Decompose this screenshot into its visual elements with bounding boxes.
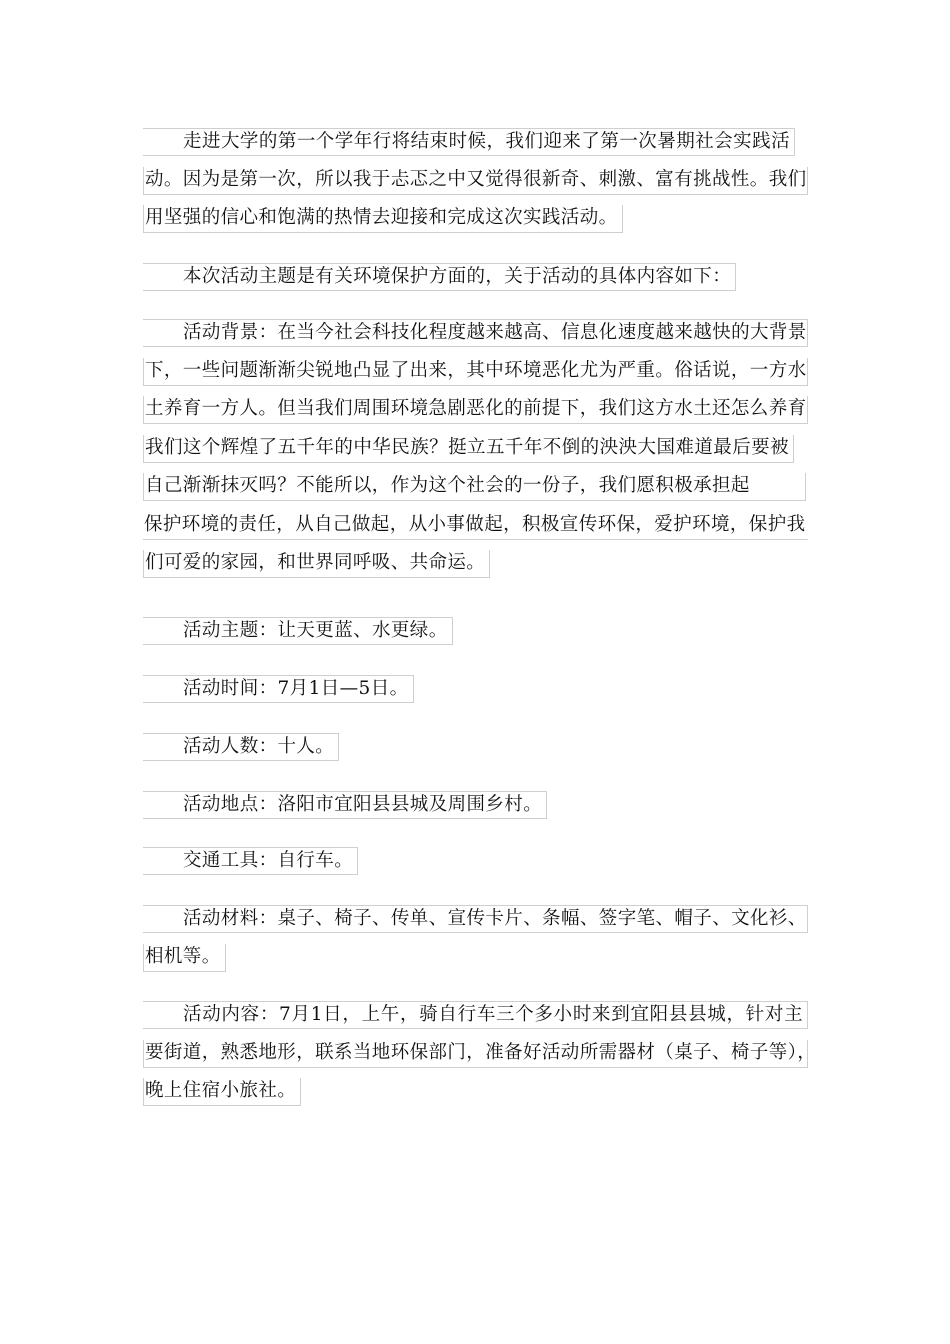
line-text: 相机等。 [143,944,226,972]
paragraph-activity-location [143,789,808,828]
text-line [143,731,808,770]
paragraph-content [143,999,817,1115]
text-line [143,673,808,712]
text-line [143,203,808,242]
line-text: 土养育一方人。但当我们周围环境急剧恶化的前提下，我们这方水土还怎么养育 [143,396,808,424]
line-text: 活动内容：7月1日，上午，骑自行车三个多小时来到宜阳县县城，针对主 [143,1001,808,1029]
line-text: 走进大学的第一个学年行将结束时候，我们迎来了第一次暑期社会实践活 [143,128,795,156]
line-text: 活动人数：十人。 [143,733,339,761]
line-text: 活动主题：让天更蓝、水更绿。 [143,617,453,645]
line-text: 活动地点：洛阳市宜阳县县城及周围乡村。 [143,791,547,819]
text-line [143,471,808,510]
text-line [143,394,808,433]
line-text: 活动背景：在当今社会科技化程度越来越高、信息化速度越来越快的大背景 [143,319,808,347]
line-text: 我们这个辉煌了五千年的中华民族？挺立五千年不倒的泱泱大国难道最后要被 [143,435,794,463]
line-text: 下，一些问题渐渐尖锐地凸显了出来，其中环境恶化尤为严重。俗话说，一方水 [143,358,808,386]
text-line [143,845,808,884]
line-text: 们可爱的家园，和世界同呼吸、共命运。 [143,550,490,578]
text-line [143,126,808,165]
text-line [143,942,808,981]
line-text: 活动时间：7月1日—5日。 [143,675,414,703]
text-line [143,261,808,300]
line-text: 本次活动主题是有关环境保护方面的，关于活动的具体内容如下： [143,263,736,291]
paragraph-activity-people [143,731,808,770]
text-line [143,1076,808,1115]
text-line [143,433,808,472]
text-line [143,789,808,828]
text-line [143,510,808,549]
paragraph-materials [143,903,808,980]
text-line [143,165,808,204]
line-text: 要街道，熟悉地形，联系当地环保部门，准备好活动所需器材（桌子、椅子等）， [143,1040,808,1068]
paragraph-transport [143,845,808,884]
line-text: 晚上住宿小旅社。 [143,1078,301,1106]
line-text: 用坚强的信心和饱满的热情去迎接和完成这次实践活动。 [143,205,623,233]
paragraph-activity-theme [143,615,808,654]
line-text: 动。因为是第一次，所以我于忐忑之中又觉得很新奇、刺激、富有挑战性。我们 [143,167,808,195]
line-text: 保护环境的责任，从自己做起，从小事做起，积极宣传环保，爱护环境，保护我 [143,512,808,540]
paragraph-background [143,317,808,587]
line-text: 活动材料：桌子、椅子、传单、宣传卡片、条幅、签字笔、帽子、文化衫、 [143,905,808,933]
text-line [143,1038,817,1077]
text-line [143,317,808,356]
paragraph-theme-intro [143,261,808,300]
text-line [143,356,808,395]
paragraph-intro [143,126,808,242]
text-line [143,999,808,1038]
paragraph-activity-time [143,673,808,712]
line-text: 交通工具：自行车。 [143,847,358,875]
line-text: 自己渐渐抹灭吗？不能所以，作为这个社会的一份子，我们愿积极承担起 [143,473,806,501]
text-line [143,903,808,942]
text-line [143,615,808,654]
text-line [143,548,808,587]
